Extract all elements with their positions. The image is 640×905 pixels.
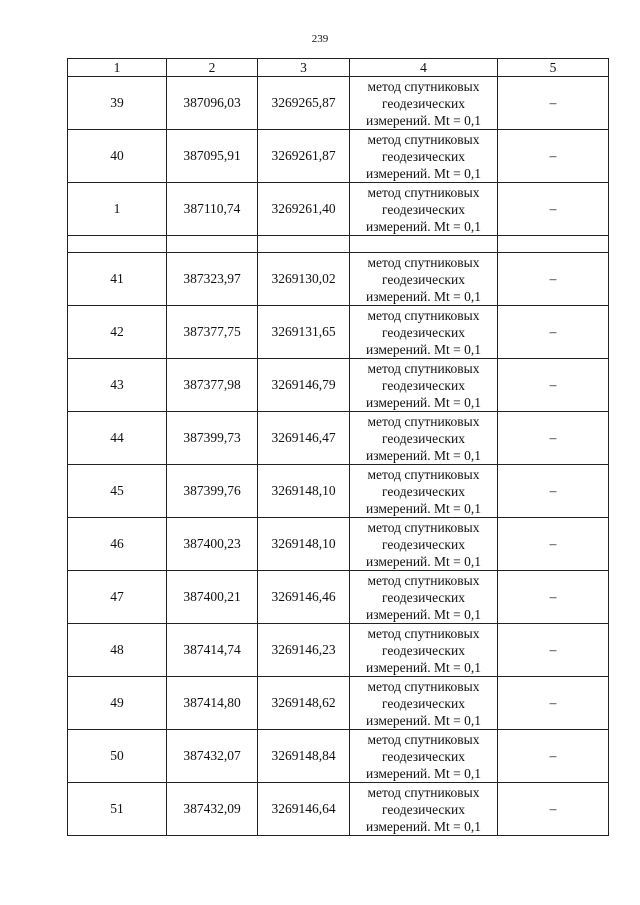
- method-line: измерений. Mt = 0,1: [365, 606, 482, 622]
- method-line: метод спутниковых: [367, 78, 480, 94]
- method-cell: [350, 412, 498, 465]
- note-cell: –: [498, 253, 609, 306]
- point-id-cell: 44: [68, 412, 167, 465]
- point-id-cell: 49: [68, 677, 167, 730]
- method-line: метод спутниковых: [367, 466, 480, 482]
- y-coordinate-cell: 3269261,87: [258, 130, 350, 183]
- method-cell: [350, 677, 498, 730]
- table-row: [68, 571, 609, 624]
- header-row: [68, 59, 609, 77]
- y-coordinate-cell: 3269148,84: [258, 730, 350, 783]
- method-line: измерений. Mt = 0,1: [365, 765, 482, 781]
- y-coordinate-cell: 3269148,62: [258, 677, 350, 730]
- method-line: геодезических: [382, 801, 465, 817]
- y-coordinate-cell: 3269261,40: [258, 183, 350, 236]
- point-id-cell: 40: [68, 130, 167, 183]
- method-line: метод спутниковых: [367, 731, 480, 747]
- method-line: метод спутниковых: [367, 307, 480, 323]
- method-line: измерений. Mt = 0,1: [365, 288, 482, 304]
- x-coordinate-cell: 387095,91: [167, 130, 258, 183]
- note-cell: –: [498, 465, 609, 518]
- method-line: геодезических: [382, 483, 465, 499]
- method-cell: [350, 518, 498, 571]
- table-row: [68, 677, 609, 730]
- empty-cell: [350, 236, 498, 253]
- table-row: [68, 518, 609, 571]
- method-line: метод спутниковых: [367, 572, 480, 588]
- x-coordinate-cell: 387399,76: [167, 465, 258, 518]
- point-id-cell: 48: [68, 624, 167, 677]
- x-coordinate-cell: 387377,75: [167, 306, 258, 359]
- method-line: измерений. Mt = 0,1: [365, 218, 482, 234]
- method-line: геодезических: [382, 695, 465, 711]
- method-line: геодезических: [382, 324, 465, 340]
- table-row: [68, 465, 609, 518]
- method-line: измерений. Mt = 0,1: [365, 500, 482, 516]
- note-cell: –: [498, 677, 609, 730]
- method-cell: [350, 306, 498, 359]
- method-cell: [350, 183, 498, 236]
- note-cell: –: [498, 306, 609, 359]
- column-header-2: 2: [167, 59, 258, 77]
- method-line: геодезических: [382, 748, 465, 764]
- table-row: [68, 412, 609, 465]
- table-row: [68, 183, 609, 236]
- method-line: измерений. Mt = 0,1: [365, 553, 482, 569]
- method-cell: [350, 624, 498, 677]
- note-cell: –: [498, 730, 609, 783]
- x-coordinate-cell: 387400,21: [167, 571, 258, 624]
- point-id-cell: 50: [68, 730, 167, 783]
- method-line: геодезических: [382, 271, 465, 287]
- method-line: измерений. Mt = 0,1: [365, 165, 482, 181]
- column-header-5: 5: [498, 59, 609, 77]
- method-line: метод спутниковых: [367, 678, 480, 694]
- method-line: геодезических: [382, 642, 465, 658]
- page-number: 239: [311, 33, 329, 45]
- method-line: метод спутниковых: [367, 784, 480, 800]
- point-id-cell: 43: [68, 359, 167, 412]
- method-line: измерений. Mt = 0,1: [365, 712, 482, 728]
- point-id-cell: 46: [68, 518, 167, 571]
- point-id-cell: 51: [68, 783, 167, 836]
- note-cell: –: [498, 77, 609, 130]
- x-coordinate-cell: 387096,03: [167, 77, 258, 130]
- y-coordinate-cell: 3269265,87: [258, 77, 350, 130]
- empty-cell: [68, 236, 167, 253]
- column-header-1: 1: [68, 59, 167, 77]
- x-coordinate-cell: 387110,74: [167, 183, 258, 236]
- x-coordinate-cell: 387377,98: [167, 359, 258, 412]
- point-id-cell: 47: [68, 571, 167, 624]
- method-line: геодезических: [382, 430, 465, 446]
- method-line: метод спутниковых: [367, 413, 480, 429]
- y-coordinate-cell: 3269146,79: [258, 359, 350, 412]
- point-id-cell: 39: [68, 77, 167, 130]
- method-line: геодезических: [382, 95, 465, 111]
- method-line: метод спутниковых: [367, 360, 480, 376]
- point-id-cell: 41: [68, 253, 167, 306]
- note-cell: –: [498, 412, 609, 465]
- method-line: метод спутниковых: [367, 625, 480, 641]
- table-row: [68, 783, 609, 836]
- method-cell: [350, 77, 498, 130]
- table-row: [68, 730, 609, 783]
- method-cell: [350, 465, 498, 518]
- x-coordinate-cell: 387400,23: [167, 518, 258, 571]
- y-coordinate-cell: 3269130,02: [258, 253, 350, 306]
- y-coordinate-cell: 3269146,64: [258, 783, 350, 836]
- method-line: геодезических: [382, 536, 465, 552]
- method-line: метод спутниковых: [367, 131, 480, 147]
- y-coordinate-cell: 3269146,46: [258, 571, 350, 624]
- y-coordinate-cell: 3269148,10: [258, 465, 350, 518]
- method-cell: [350, 253, 498, 306]
- method-cell: [350, 571, 498, 624]
- point-id-cell: 45: [68, 465, 167, 518]
- y-coordinate-cell: 3269146,23: [258, 624, 350, 677]
- table-row: [68, 130, 609, 183]
- y-coordinate-cell: 3269146,47: [258, 412, 350, 465]
- x-coordinate-cell: 387432,07: [167, 730, 258, 783]
- method-line: измерений. Mt = 0,1: [365, 659, 482, 675]
- coordinates-table: [67, 58, 609, 836]
- x-coordinate-cell: 387399,73: [167, 412, 258, 465]
- method-cell: [350, 783, 498, 836]
- method-line: измерений. Mt = 0,1: [365, 341, 482, 357]
- table-row: [68, 306, 609, 359]
- method-cell: [350, 730, 498, 783]
- method-line: метод спутниковых: [367, 519, 480, 535]
- method-line: геодезических: [382, 589, 465, 605]
- note-cell: –: [498, 783, 609, 836]
- x-coordinate-cell: 387414,74: [167, 624, 258, 677]
- method-cell: [350, 130, 498, 183]
- method-line: геодезических: [382, 148, 465, 164]
- method-cell: [350, 359, 498, 412]
- column-header-4: 4: [350, 59, 498, 77]
- x-coordinate-cell: 387432,09: [167, 783, 258, 836]
- empty-cell: [498, 236, 609, 253]
- x-coordinate-cell: 387414,80: [167, 677, 258, 730]
- method-line: измерений. Mt = 0,1: [365, 818, 482, 834]
- note-cell: –: [498, 571, 609, 624]
- method-line: метод спутниковых: [367, 184, 480, 200]
- note-cell: –: [498, 518, 609, 571]
- note-cell: –: [498, 183, 609, 236]
- table-row: [68, 77, 609, 130]
- y-coordinate-cell: 3269148,10: [258, 518, 350, 571]
- method-line: метод спутниковых: [367, 254, 480, 270]
- empty-cell: [258, 236, 350, 253]
- method-line: геодезических: [382, 377, 465, 393]
- y-coordinate-cell: 3269131,65: [258, 306, 350, 359]
- column-header-3: 3: [258, 59, 350, 77]
- method-line: измерений. Mt = 0,1: [365, 394, 482, 410]
- method-line: измерений. Mt = 0,1: [365, 447, 482, 463]
- method-line: измерений. Mt = 0,1: [365, 112, 482, 128]
- note-cell: –: [498, 359, 609, 412]
- point-id-cell: 42: [68, 306, 167, 359]
- empty-cell: [167, 236, 258, 253]
- table-row: [68, 253, 609, 306]
- point-id-cell: 1: [68, 183, 167, 236]
- note-cell: –: [498, 624, 609, 677]
- separator-row: [68, 236, 609, 253]
- x-coordinate-cell: 387323,97: [167, 253, 258, 306]
- table-row: [68, 624, 609, 677]
- table-row: [68, 359, 609, 412]
- note-cell: –: [498, 130, 609, 183]
- method-line: геодезических: [382, 201, 465, 217]
